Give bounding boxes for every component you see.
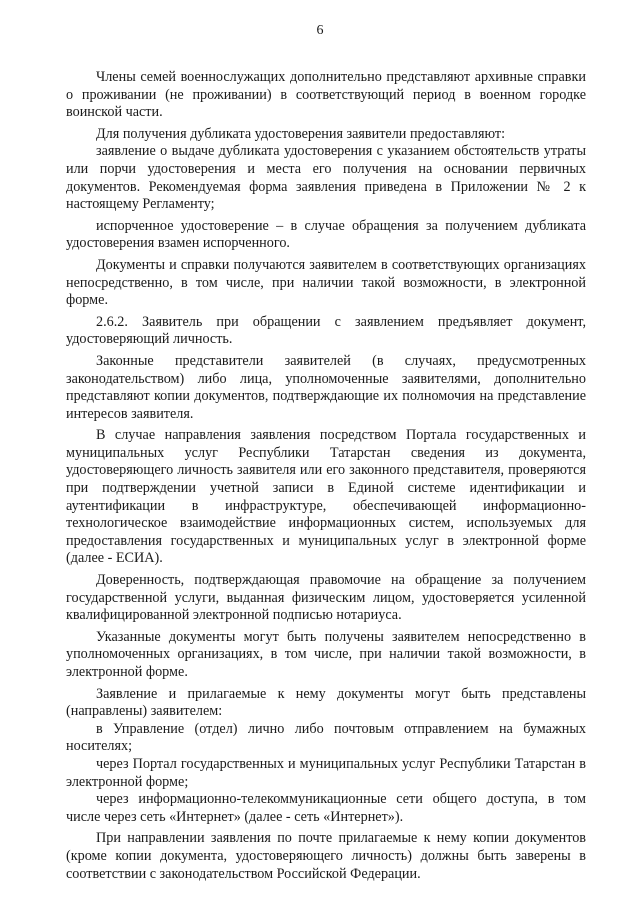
- paragraph-mail-copies: При направлении заявления по почте прилагаемые к нему копии документов (кроме копии документа, удостоверяющего личность) должны быть заверены в соответствии с законодательством Российской Федерации.: [66, 830, 586, 882]
- page-number: 6: [316, 23, 324, 38]
- paragraph-submission-in-person: в Управление (отдел) лично либо почтовым отправлением на бумажных носителях;: [66, 720, 586, 755]
- paragraph-military-families: Члены семей военнослужащих дополнительно представляют архивные справки о проживании (не проживании) в соответствующий период в военном городке воинской части.: [66, 69, 586, 121]
- paragraph-submission-internet: через информационно-телекоммуникационные сети общего доступа, в том числе через сеть «Интернет» (далее - сеть «Интернет»).: [66, 791, 586, 825]
- paragraph-legal-representatives: Законные представители заявителей (в случаях, предусмотренных законодательством) либо лица, уполномоченные заявителями, дополнительно представляют копии документов, подтверждающие их полномочия на представление интересов заявителя.: [66, 352, 586, 422]
- paragraph-submission-ways-intro: Заявление и прилагаемые к нему документы могут быть представлены (направлены) заявителем:: [66, 685, 586, 720]
- document-body: [66, 69, 586, 883]
- paragraph-documents-obtained: Документы и справки получаются заявителем в соответствующих организациях непосредственно, в том числе, при наличии такой возможности, в электронной форме.: [66, 256, 586, 309]
- paragraph-damaged-certificate: испорченное удостоверение – в случае обращения за получением дубликата удостоверения взамен испорченного.: [66, 217, 586, 252]
- paragraph-power-of-attorney: Доверенность, подтверждающая правомочие на обращение за получением государственной услуги, выданная физическим лицом, удостоверяется усиленной квалифицированной электронной подписью нотариуса.: [66, 572, 586, 624]
- paragraph-documents-received: Указанные документы могут быть получены заявителем непосредственно в уполномоченных организациях, в том числе, при наличии такой возможности, в электронной форме.: [66, 628, 586, 680]
- paragraph-portal-esia: В случае направления заявления посредством Портала государственных и муниципальных услуг Республики Татарстан сведения из документа, удостоверяющего личность заявителя или его законного представителя, проверяются при подтверждении учетной записи в Единой системе идентификации и аутентификации в инфраструктуре, обеспечивающей информационно-технологическое взаимодействие информационных систем, используемых для предоставления государственных и муниципальных услуг в электронной форме (далее - ЕСИА).: [66, 427, 586, 567]
- paragraph-submission-portal: через Портал государственных и муниципальных услуг Республики Татарстан в электронной форме;: [66, 755, 586, 790]
- paragraph-2-6-2: 2.6.2. Заявитель при обращении с заявлением предъявляет документ, удостоверяющий личность.: [66, 313, 586, 348]
- paragraph-duplicate-intro: Для получения дубликата удостоверения заявители предоставляют:: [96, 125, 506, 142]
- paragraph-duplicate-application: заявление о выдаче дубликата удостоверения с указанием обстоятельств утраты или порчи удостоверения и места его получения на основании первичных документов. Рекомендуемая форма заявления приведена в Приложении № 2 к настоящему Регламенту;: [66, 143, 586, 213]
